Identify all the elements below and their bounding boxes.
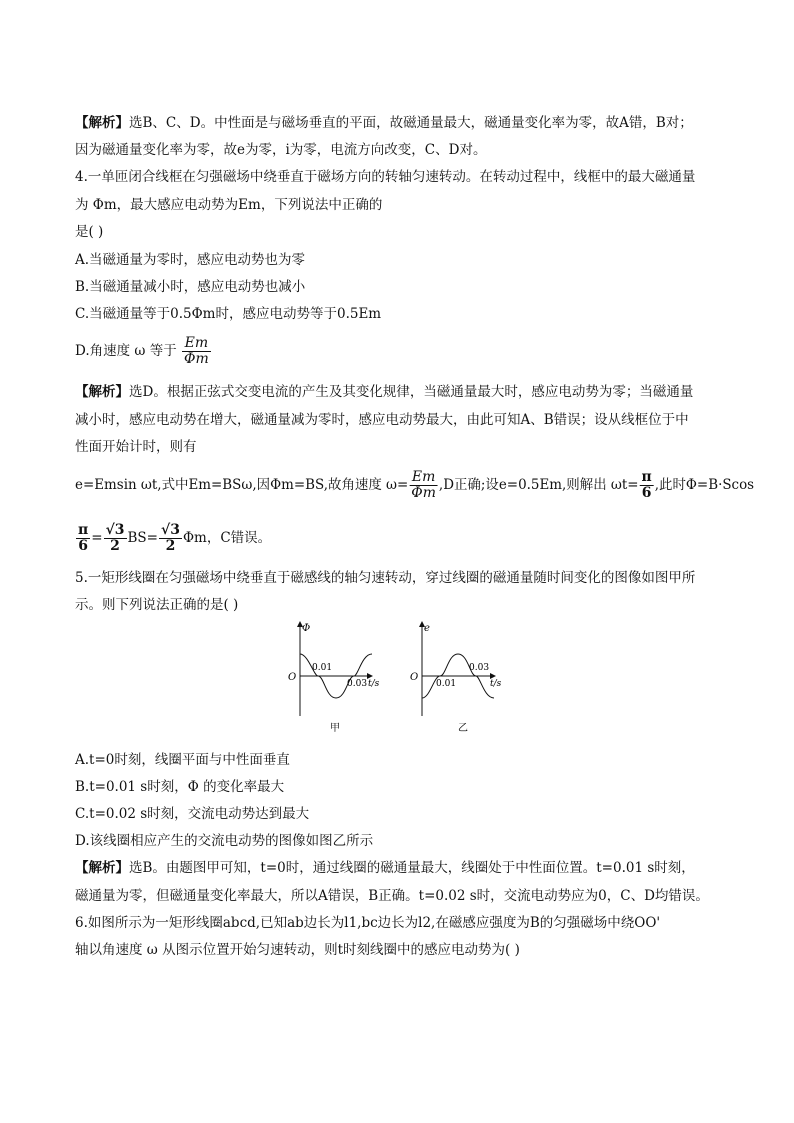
solution-tag: 【解析】 <box>75 860 129 876</box>
question-5-option-a: A.t=0时刻，线圈平面与中性面垂直 <box>75 752 290 768</box>
question-4-option-b: B.当磁通量减小时，感应电动势也减小 <box>75 279 306 295</box>
origin-label: O <box>410 672 419 683</box>
x-label: t/s <box>490 679 502 689</box>
question-5-stem-1: 5.一矩形线圈在匀强磁场中绕垂直于磁感线的轴匀速转动，穿过线圈的磁通量随时间变化的图像如图甲所 <box>75 570 696 586</box>
tick-003: 0.03 <box>469 663 490 673</box>
y-label: e <box>424 623 430 634</box>
fraction: $\frac{\pi}{6}$ <box>641 469 652 501</box>
x-label: t/s <box>368 679 380 689</box>
question-5-option-b: B.t=0.01 s时刻，Φ 的变化率最大 <box>75 779 285 795</box>
solution-5-line-1: 【解析】选B。由题图甲可知，t=0时，通过线圈的磁通量最大，线圈处于中性面位置。t=0.01 s时刻， <box>75 860 695 876</box>
solution-5-line-2: 磁通量为零，但磁通量变化率最大，所以A错误，B正确。t=0.02 s时，交流电动势应为0，C、D均错误。 <box>75 888 709 904</box>
caption-yi: 乙 <box>458 723 468 734</box>
solution-tag: 【解析】 <box>75 115 129 131</box>
question-4-stem-1: 4.一单匝闭合线框在匀强磁场中绕垂直于磁场方向的转轴匀速转动。在转动过程中，线框中的最大磁通量 <box>75 169 696 185</box>
fraction: $\frac{√3}{2}$ <box>161 522 180 554</box>
origin-label: O <box>288 672 297 683</box>
tick-001: 0.01 <box>436 679 457 689</box>
solution-4-line-4: e=Emsin ωt,式中Em=BSω,因Φm=BS,故角速度 ω= $\frac{Em}{\Phi m}$ ,D正确;设e=0.5Em,则解出 ωt= $\frac{\pi}{6}$ ,此时Φ=B·Scos <box>75 469 755 501</box>
question-4-option-d: D.角速度 ω 等于 $\frac{Em}{\Phi m}$ <box>75 335 209 367</box>
question-5-option-c: C.t=0.02 s时刻，交流电动势达到最大 <box>75 806 310 822</box>
question-4-option-a: A.当磁通量为零时，感应电动势也为零 <box>75 252 306 268</box>
tick-001: 0.01 <box>312 663 333 673</box>
fraction-em-over-phim: $\frac{Em}{\Phi m}$ <box>184 335 209 367</box>
figures-phi-and-e <box>280 618 520 738</box>
fraction: $\frac{√3}{2}$ <box>105 522 125 554</box>
question-6-stem-1: 6.如图所示为一矩形线圈abcd,已知ab边长为l1,bc边长为l2,在磁感应强度为B的匀强磁场中绕OO' <box>75 915 661 931</box>
solution-4-line-3: 性面开始计时，则有 <box>75 439 197 455</box>
question-5-stem-2: 示。则下列说法正确的是( ) <box>75 597 239 613</box>
solution-tag: 【解析】 <box>75 384 129 400</box>
question-6-stem-2: 轴以角速度 ω 从图示位置开始匀速转动，则t时刻线圈中的感应电动势为( ) <box>75 942 520 958</box>
question-4-option-c: C.当磁通量等于0.5Φm时，感应电动势等于0.5Em <box>75 306 382 322</box>
tick-003: 0.03 <box>347 679 368 689</box>
solution-3-line-1: 【解析】选B、C、D。中性面是与磁场垂直的平面，故磁通量最大，磁通量变化率为零，故A错，B对； <box>75 115 693 131</box>
question-4-stem-2: 为 Φm，最大感应电动势为Em，下列说法中正确的 <box>75 197 383 213</box>
fraction: $\frac{\pi}{6}$ <box>78 522 89 554</box>
y-label: Φ <box>302 623 311 634</box>
solution-4-line-1: 【解析】选D。根据正弦式交变电流的产生及其变化规律，当磁通量最大时，感应电动势为零；当磁通量 <box>75 384 694 400</box>
figure-jia-phi-graph <box>288 622 380 734</box>
solution-4-line-2: 减小时，感应电动势在增大，磁通量减为零时，感应电动势最大，由此可知A、B错误；设从线框位于中 <box>75 412 689 428</box>
figure-yi-e-graph <box>410 622 502 734</box>
solution-3-line-2: 因为磁通量变化率为零，故e为零，i为零，电流方向改变，C、D对。 <box>75 142 487 158</box>
question-4-stem-3: 是( ) <box>75 224 104 240</box>
fraction: $\frac{Em}{\Phi m}$ <box>411 469 436 501</box>
solution-4-line-5: $\frac{\pi}{6}$ = $\frac{√3}{2}$ BS= $\frac{√3}{2}$ Φm，C错误。 <box>78 522 272 554</box>
question-5-option-d: D.该线圈相应产生的交流电动势的图像如图乙所示 <box>75 833 374 849</box>
caption-jia: 甲 <box>330 723 340 734</box>
